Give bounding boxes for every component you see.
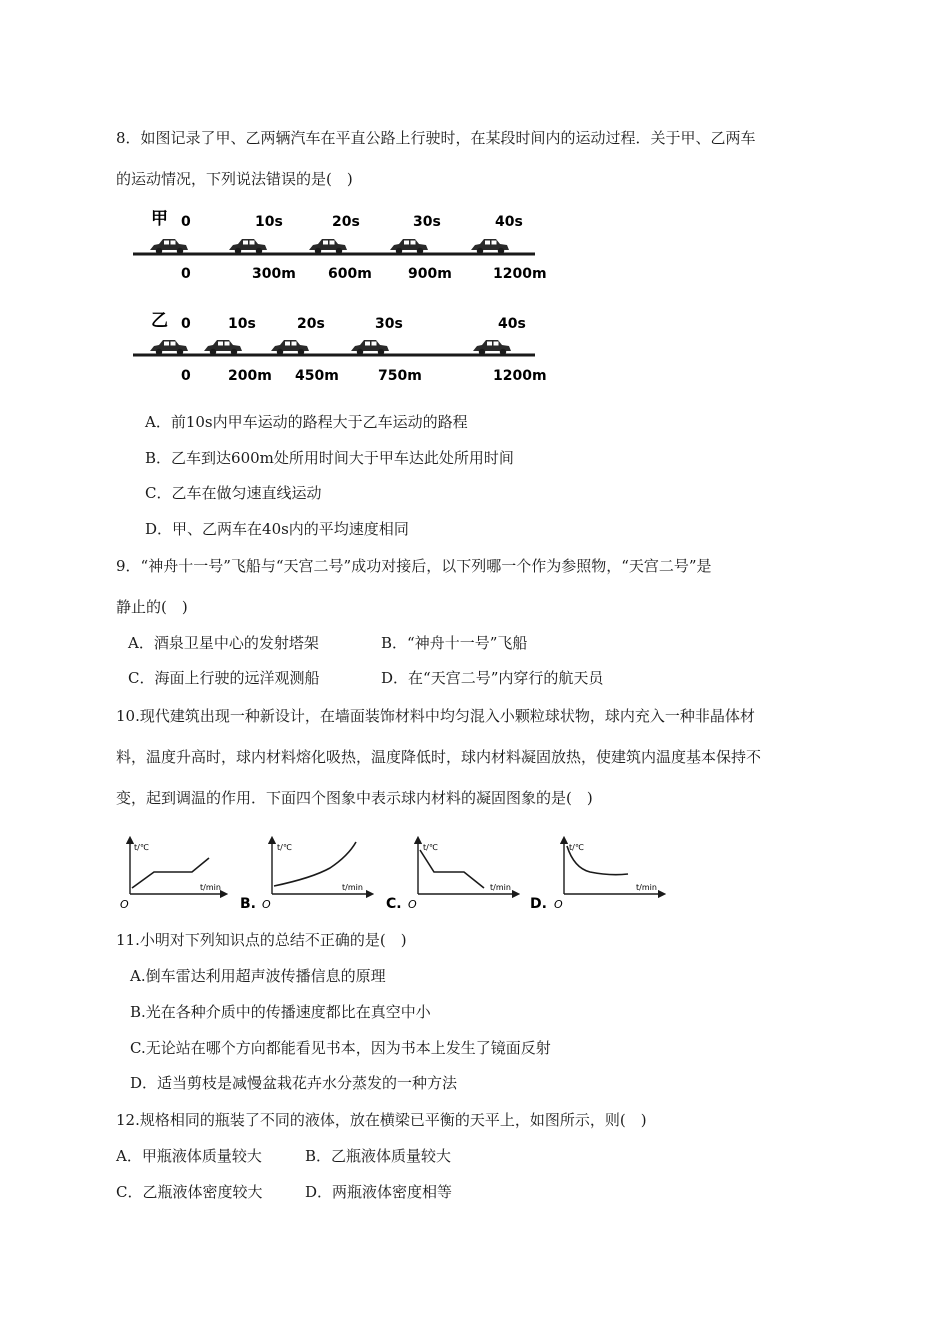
q10-stem-line2: 料，温度升高时，球内材料熔化吸热，温度降低时，球内材料凝固放热，使建筑内温度基本保持不 bbox=[116, 748, 762, 766]
yi-time-3: 30s bbox=[375, 316, 403, 332]
q12-option-c: C．乙瓶液体密度较大 bbox=[116, 1183, 263, 1201]
jia-dist-0: 0 bbox=[181, 266, 191, 282]
q12-option-b: B．乙瓶液体质量较大 bbox=[305, 1147, 452, 1165]
svg-text:D.: D. bbox=[530, 896, 547, 912]
jia-time-3: 30s bbox=[413, 214, 441, 230]
q8-stem-line1: 8．如图记录了甲、乙两辆汽车在平直公路上行驶时，在某段时间内的运动过程．关于甲、乙两车 bbox=[116, 129, 756, 147]
q11-option-d: D．适当剪枝是减慢盆栽花卉水分蒸发的一种方法 bbox=[130, 1074, 458, 1092]
yi-dist-2: 450m bbox=[295, 368, 339, 384]
q8-car-figure bbox=[125, 200, 565, 390]
q12-stem: 12.规格相同的瓶装了不同的液体，放在横梁已平衡的天平上，如图所示，则( ) bbox=[116, 1111, 647, 1129]
jia-time-0: 0 bbox=[181, 214, 191, 230]
svg-text:t/min: t/min bbox=[636, 883, 657, 892]
svg-text:t/℃: t/℃ bbox=[134, 843, 149, 852]
svg-text:t/min: t/min bbox=[200, 883, 221, 892]
graph-a bbox=[120, 840, 224, 911]
q8-option-a: A．前10s内甲车运动的路程大于乙车运动的路程 bbox=[145, 413, 468, 431]
q8-option-d: D．甲、乙两车在40s内的平均速度相同 bbox=[145, 520, 409, 538]
q11-option-b: B.光在各种介质中的传播速度都比在真空中小 bbox=[130, 1003, 431, 1021]
q11-stem: 11.小明对下列知识点的总结不正确的是( ) bbox=[116, 931, 407, 949]
yi-time-2: 20s bbox=[297, 316, 325, 332]
svg-text:t/min: t/min bbox=[490, 883, 511, 892]
jia-time-4: 40s bbox=[495, 214, 523, 230]
jia-dist-4: 1200m bbox=[493, 266, 547, 282]
q10-stem-line3: 变，起到调温的作用．下面四个图象中表示球内材料的凝固图象的是( ) bbox=[116, 789, 593, 807]
graph-b bbox=[240, 840, 370, 912]
yi-dist-3: 750m bbox=[378, 368, 422, 384]
q9-option-a: A．酒泉卫星中心的发射塔架 bbox=[128, 634, 319, 652]
svg-text:O: O bbox=[120, 898, 129, 911]
q12-option-d: D．两瓶液体密度相等 bbox=[305, 1183, 453, 1201]
jia-dist-3: 900m bbox=[408, 266, 452, 282]
q9-stem-line2: 静止的( ) bbox=[116, 598, 188, 616]
svg-text:O: O bbox=[554, 898, 563, 911]
q10-stem-line1: 10.现代建筑出现一种新设计，在墙面装饰材料中均匀混入小颗粒球状物，球内充入一种非晶体材 bbox=[116, 707, 755, 725]
yi-time-1: 10s bbox=[228, 316, 256, 332]
jia-time-1: 10s bbox=[255, 214, 283, 230]
yi-time-4: 40s bbox=[498, 316, 526, 332]
svg-text:O: O bbox=[408, 898, 417, 911]
svg-text:B.: B. bbox=[240, 896, 256, 912]
svg-text:t/℃: t/℃ bbox=[569, 843, 584, 852]
q11-option-a: A.倒车雷达利用超声波传播信息的原理 bbox=[130, 967, 386, 985]
yi-dist-0: 0 bbox=[181, 368, 191, 384]
yi-dist-4: 1200m bbox=[493, 368, 547, 384]
graph-c bbox=[386, 840, 516, 912]
jia-dist-2: 600m bbox=[328, 266, 372, 282]
yi-time-0: 0 bbox=[181, 316, 191, 332]
q12-option-a: A．甲瓶液体质量较大 bbox=[116, 1147, 262, 1165]
svg-text:t/℃: t/℃ bbox=[423, 843, 438, 852]
q8-option-b: B．乙车到达600m处所用时间大于甲车达此处所用时间 bbox=[145, 449, 514, 467]
yi-label: 乙 bbox=[151, 311, 168, 331]
svg-text:C.: C. bbox=[386, 896, 402, 912]
q9-option-c: C．海面上行驶的远洋观测船 bbox=[128, 669, 320, 687]
jia-label: 甲 bbox=[151, 209, 168, 229]
jia-dist-1: 300m bbox=[252, 266, 296, 282]
graph-d bbox=[530, 840, 662, 912]
q10-graphs bbox=[112, 828, 672, 918]
jia-time-2: 20s bbox=[332, 214, 360, 230]
q8-stem-line2: 的运动情况，下列说法错误的是( ) bbox=[116, 170, 353, 188]
yi-dist-1: 200m bbox=[228, 368, 272, 384]
q9-option-b: B．“神舟十一号”飞船 bbox=[381, 634, 528, 652]
svg-text:t/℃: t/℃ bbox=[277, 843, 292, 852]
svg-text:t/min: t/min bbox=[342, 883, 363, 892]
q11-option-c: C.无论站在哪个方向都能看见书本，因为书本上发生了镜面反射 bbox=[130, 1039, 551, 1057]
q9-option-d: D．在“天宫二号”内穿行的航天员 bbox=[381, 669, 604, 687]
svg-text:O: O bbox=[262, 898, 271, 911]
q9-stem-line1: 9．“神舟十一号”飞船与“天宫二号”成功对接后，以下列哪一个作为参照物，“天宫二号”是 bbox=[116, 557, 712, 575]
q8-option-c: C．乙车在做匀速直线运动 bbox=[145, 484, 322, 502]
